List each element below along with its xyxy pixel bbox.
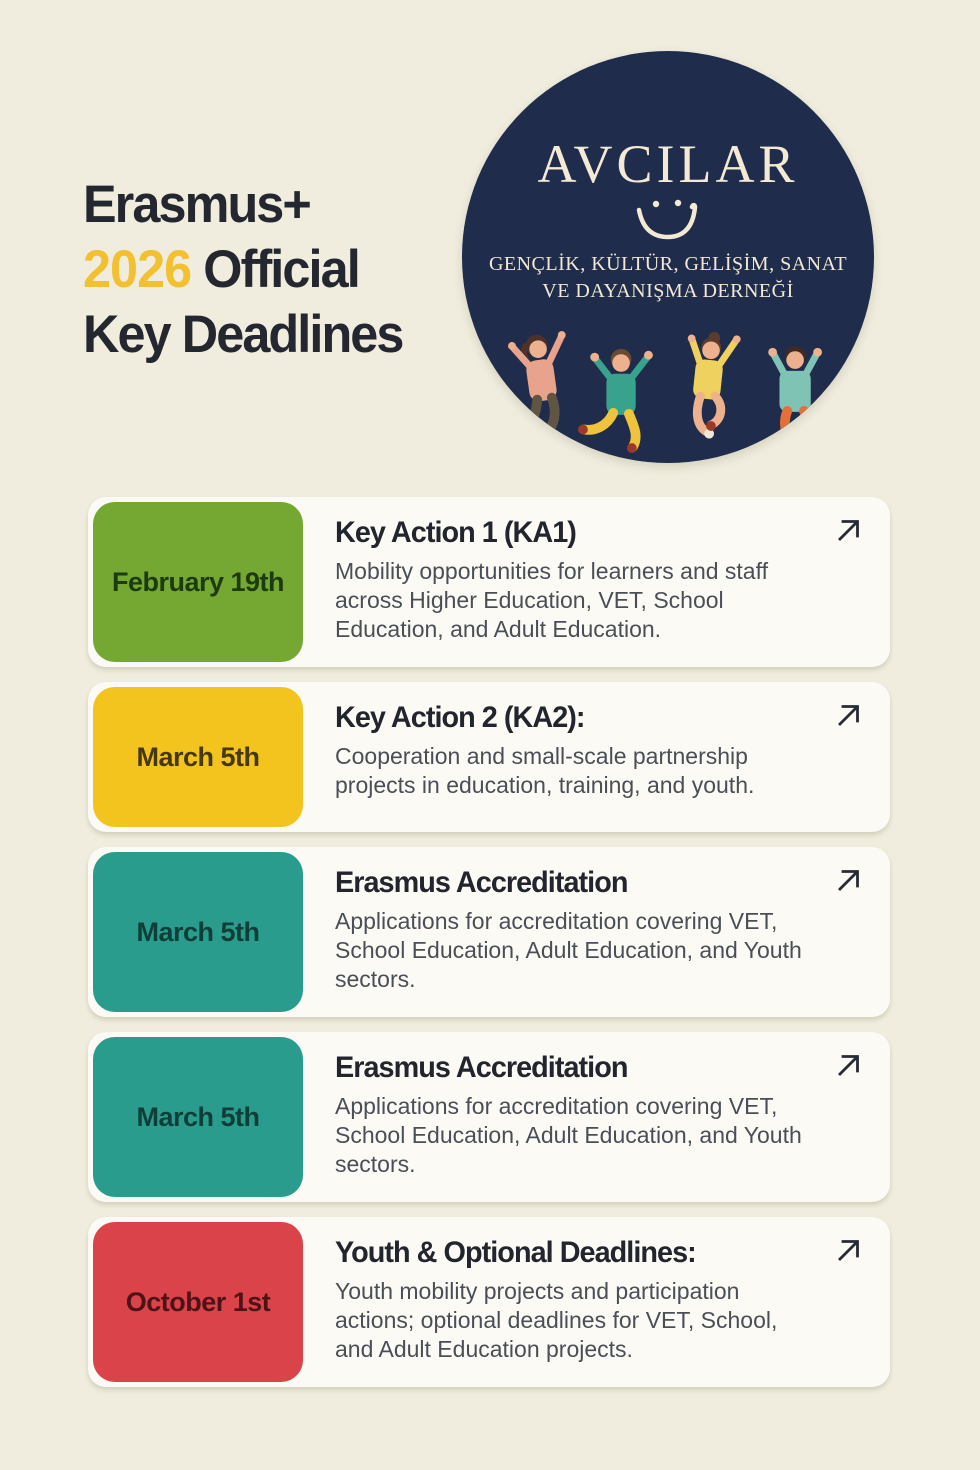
- arrow-up-right-icon[interactable]: [833, 1049, 865, 1081]
- title-line3: Key Deadlines: [83, 305, 403, 364]
- deadline-card[interactable]: [88, 847, 890, 1017]
- arrow-up-right-icon[interactable]: [833, 1234, 865, 1266]
- org-logo: [462, 51, 874, 463]
- card-description: Youth mobility projects and participation actions; optional deadlines for VET, School, and Adult Education projects.: [335, 1278, 778, 1362]
- org-subtitle: [462, 251, 874, 305]
- date-badge: March 5th: [93, 852, 303, 1012]
- card-title: Key Action 1 (KA1): [335, 516, 576, 549]
- date-badge: March 5th: [93, 1037, 303, 1197]
- card-body: [303, 1222, 885, 1382]
- title-line1: Erasmus+: [83, 175, 310, 234]
- deadline-card[interactable]: [88, 497, 890, 667]
- arrow-up-right-icon[interactable]: [833, 864, 865, 896]
- title-line2-rest: Official: [203, 240, 359, 299]
- deadline-list: [88, 497, 890, 1387]
- card-description: Mobility opportunities for learners and staff across Higher Education, VET, School Education, and Adult Education.: [335, 558, 768, 642]
- card-title: Erasmus Accreditation: [335, 866, 628, 899]
- title-year: 2026: [83, 240, 192, 299]
- date-badge: October 1st: [93, 1222, 303, 1382]
- jumping-person-2: [578, 349, 653, 453]
- date-badge: February 19th: [93, 502, 303, 662]
- page-title: [83, 172, 403, 367]
- card-description: Applications for accreditation covering VET, School Education, Adult Education, and Youth sectors.: [335, 908, 802, 992]
- org-subtitle-line2: VE DAYANIŞMA DERNEĞİ: [542, 280, 794, 302]
- card-title: Key Action 2 (KA2):: [335, 701, 585, 734]
- jumping-person-4: [768, 346, 822, 452]
- smiley-face-icon: [629, 197, 707, 241]
- card-body: [303, 852, 885, 1012]
- card-title: Youth & Optional Deadlines:: [335, 1236, 696, 1269]
- deadline-card[interactable]: [88, 1217, 890, 1387]
- card-title: Erasmus Accreditation: [335, 1051, 628, 1084]
- org-subtitle-line1: GENÇLİK, KÜLTÜR, GELİŞİM, SANAT: [488, 253, 848, 275]
- org-name: AVCILAR: [537, 134, 799, 194]
- card-body: [303, 1037, 885, 1197]
- deadline-card[interactable]: [88, 682, 890, 832]
- card-body: [303, 687, 885, 827]
- card-body: [303, 502, 885, 662]
- card-description: Applications for accreditation covering VET, School Education, Adult Education, and Youth sectors.: [335, 1093, 802, 1177]
- arrow-up-right-icon[interactable]: [833, 514, 865, 546]
- jumping-people-illustration: [492, 309, 844, 461]
- date-badge: March 5th: [93, 687, 303, 827]
- jumping-person-1: [500, 331, 580, 445]
- jumping-person-3: [678, 329, 742, 441]
- deadline-card[interactable]: [88, 1032, 890, 1202]
- arrow-up-right-icon[interactable]: [833, 699, 865, 731]
- card-description: Cooperation and small-scale partnership projects in education, training, and youth.: [335, 743, 755, 798]
